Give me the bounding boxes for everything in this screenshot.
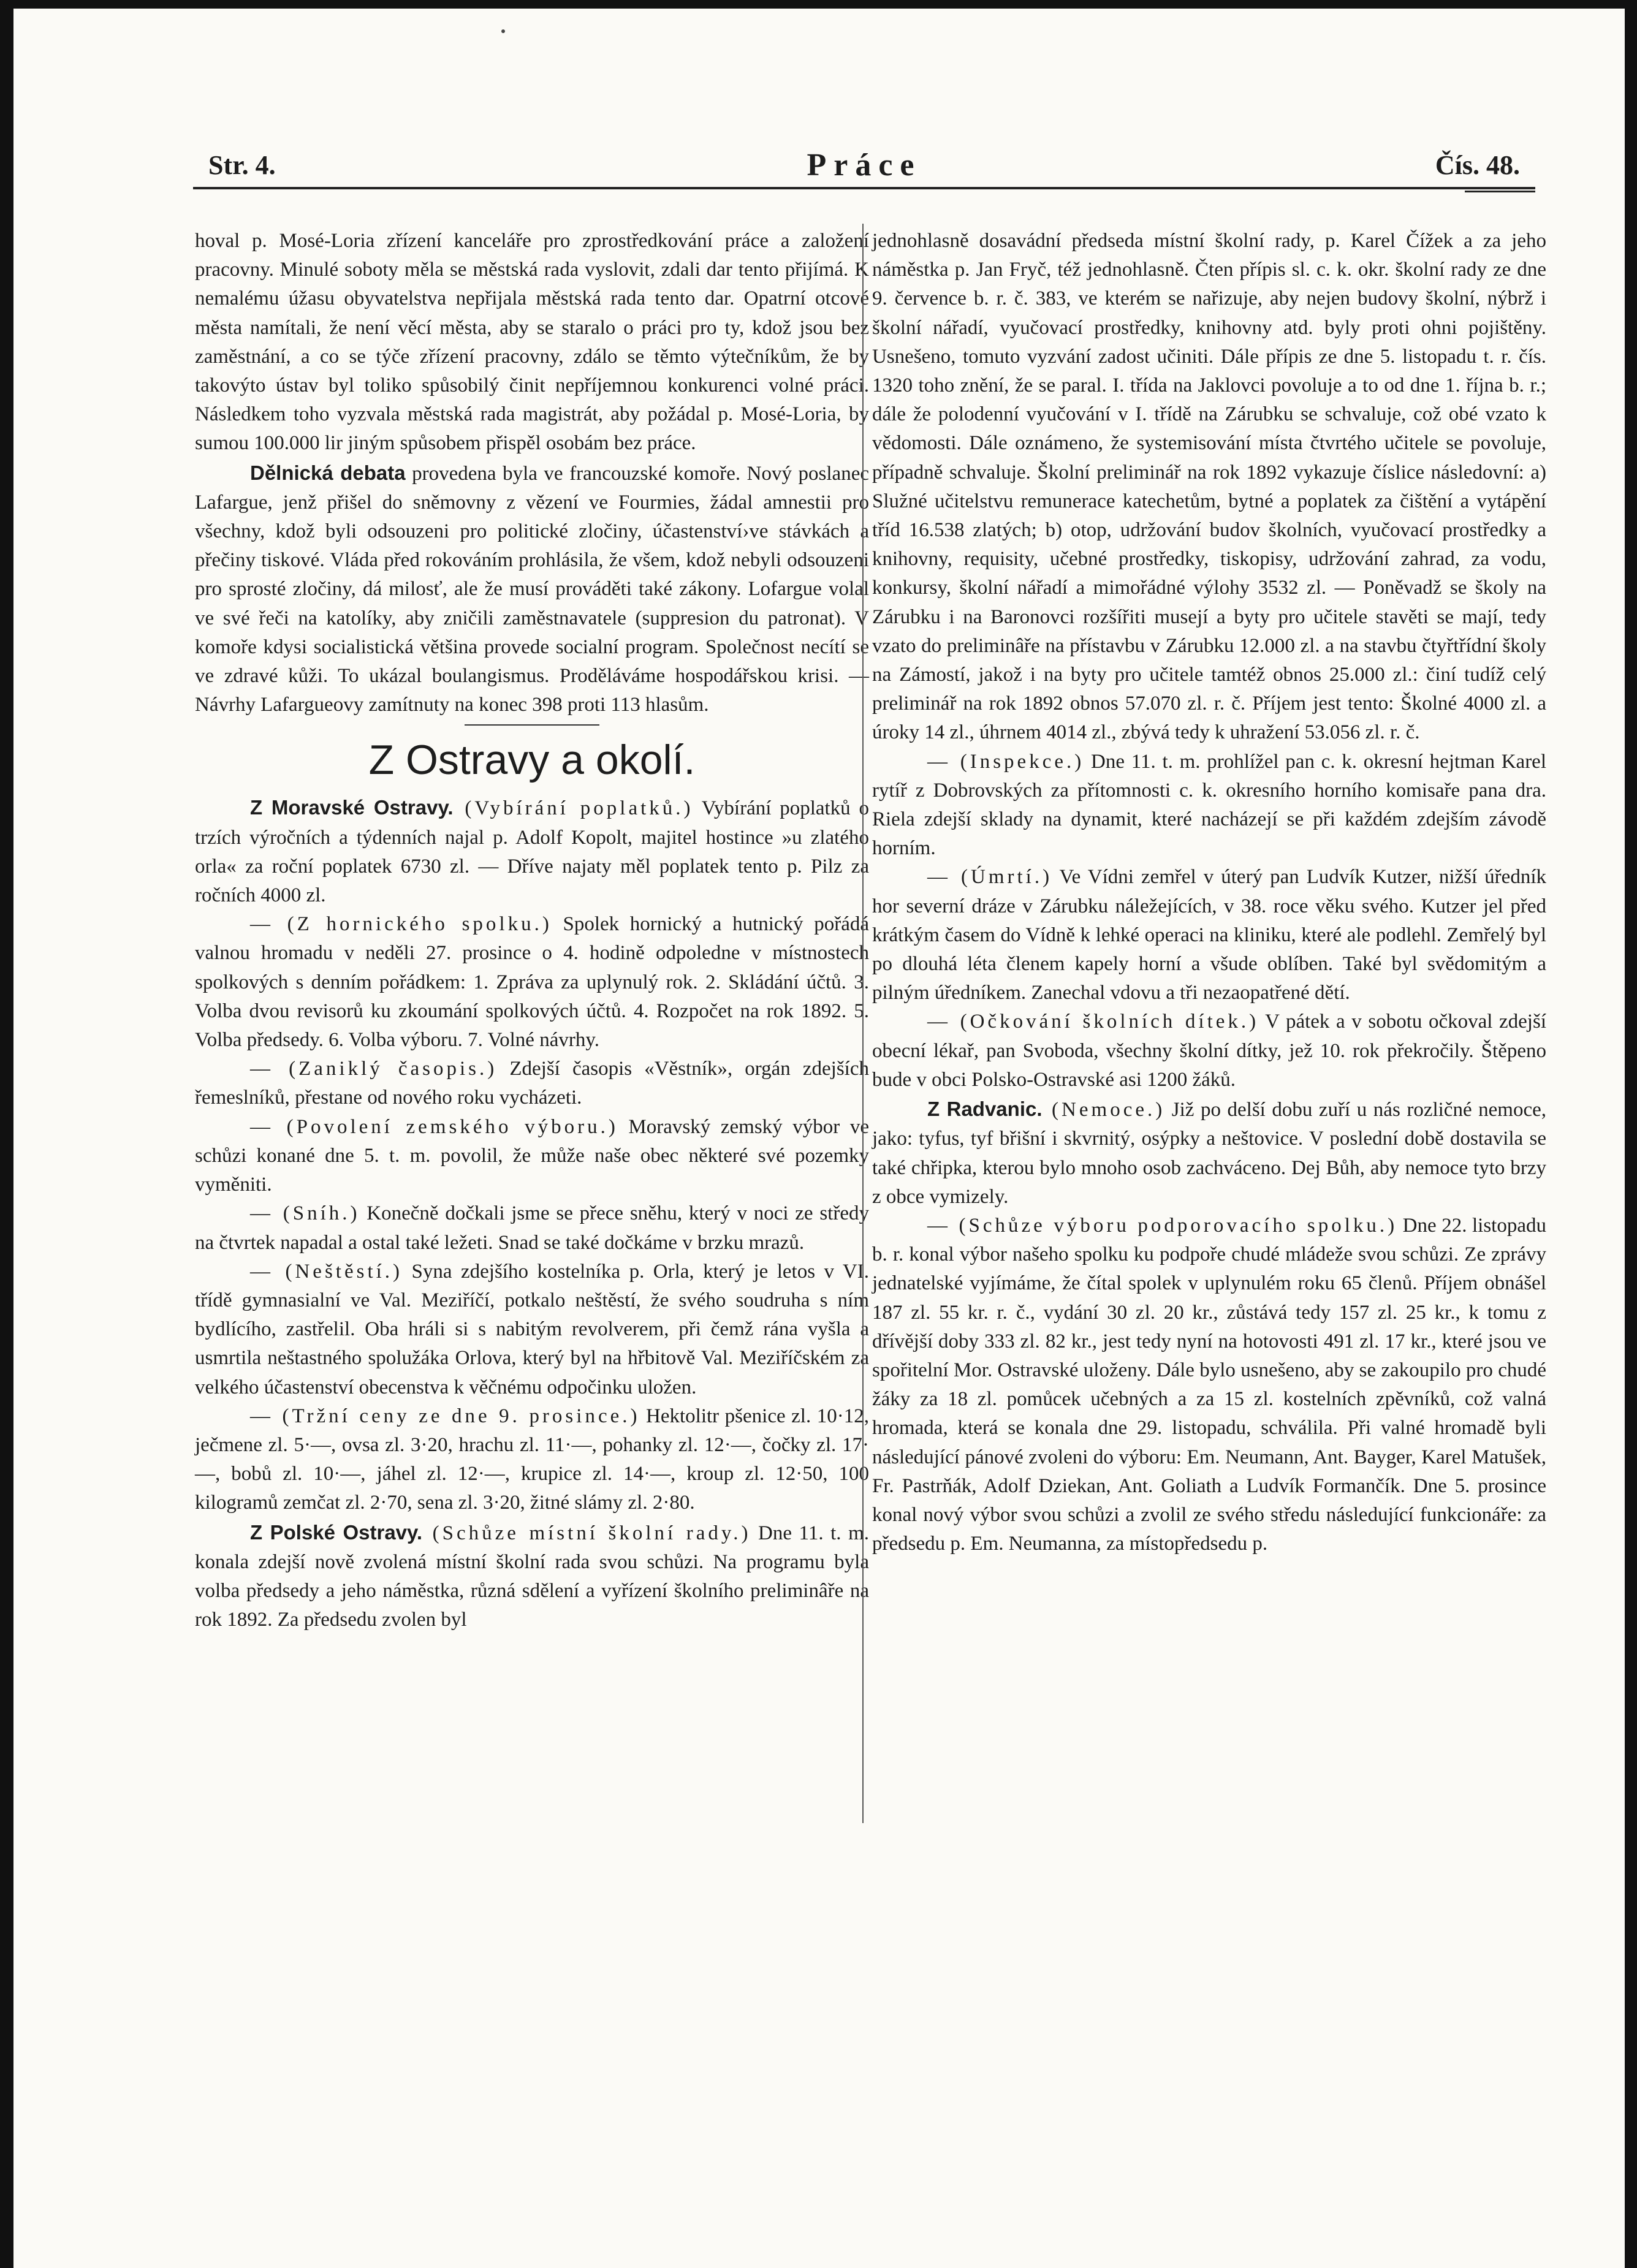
article-text: Moravský zemský výbor ve schůzi konané dne 5. t. m. povolil, že může naše obec některé své pozemky vyměniti.: [195, 1115, 870, 1196]
article-text: Zdejší časopis «Věstník», orgán zdejších řemeslníků, přestane od nového roku vycházeti.: [195, 1058, 869, 1109]
article-subheading: (Schůze místní školní rady.): [422, 1522, 751, 1544]
article-subheading: (Nemoce.): [1042, 1099, 1166, 1121]
article-paragraph: [872, 863, 1546, 1007]
article-subheading: (Vybírání poplatků.): [453, 797, 694, 820]
article-paragraph: [872, 1212, 1546, 1558]
page-number: Str. 4.: [208, 150, 276, 180]
newspaper-title: Práce: [807, 148, 922, 183]
article-paragraph: [195, 910, 869, 1055]
article-subheading: — (Z hornického spolku.): [250, 913, 552, 936]
article-paragraph: [195, 1257, 869, 1402]
column-divider: [862, 224, 864, 1823]
article-subheading: — (Sníh.): [250, 1202, 360, 1225]
section-separator-rule: [465, 724, 599, 726]
article-paragraph: [195, 793, 869, 910]
article-text: Syna zdejšího kostelníka p. Orla, který je letos v VI. třídě gymnasialní ve Val. Meziříčí, potkalo neštěstí, že svého soudruha s ním bydlícího, zastřelil. Oba hráli si s nabitým revolverem, při čemž rána vyšla a usmrtila neštastného spolužáka Orlova, který byl na hřbitově Val. Meziříčském za velkého účastenství obecenstva k věčnému odpočinku uložen.: [195, 1260, 870, 1398]
article-paragraph: [872, 1094, 1546, 1212]
article-paragraph: [195, 1402, 869, 1518]
article-subheading: — (Očkování školních dítek.): [927, 1011, 1259, 1033]
article-text: Dne 11. t. m. prohlížel pan c. k. okresní hejtman Karel rytíř z Dobrovských za přítomnosti c. k. okresního horního komisaře pana dra. Riela zdejší sklady na dynamit, které nacházejí se při každém zdejším závodě horním.: [872, 750, 1546, 860]
section-heading: Z Ostravy a okolí.: [368, 737, 696, 784]
print-speck: [501, 29, 505, 33]
article-subheading: — (Úmrtí.): [927, 866, 1053, 889]
article-text: Hektolitr pšenice zl. 10·12, ječmene zl. 5·—, ovsa zl. 3·20, hrachu zl. 11·—, pohanky zl. 12·—, čočky zl. 17·—, bobů zl. 10·—, jáhel zl. 12·—, krupice zl. 14·—, kroup zl. 12·50, 100 kilogramů zemčat zl. 2·70, sena zl. 3·20, žitné slámy zl. 2·80.: [195, 1405, 869, 1514]
article-text: Konečně dočkali jsme se přece sněhu, který v noci ze středy na čtvrtek napadal a ostal také ležeti. Snad se také dočkáme v brzku mrazů.: [195, 1202, 870, 1254]
article-subheading: — (Povolení zemského výboru.): [250, 1115, 618, 1138]
article-subheading: — (Neštěstí.): [250, 1260, 403, 1283]
article-lead: Z Radvanic.: [927, 1098, 1043, 1121]
header-rule: [193, 187, 1535, 189]
article-paragraph: [195, 458, 869, 720]
article-text: jednohlasně dosavádní předseda místní školní rady, p. Karel Čížek a za jeho náměstka p. Jan Fryč, též jednohlasně. Čten přípis sl. c. k. okr. školní rady ze dne 9. července b. r. č. 383, ve kterém se nařizuje, aby nejen budovy školní, nýbrž i školní nářadí, vyučovací prostředky, knihovny atd. byly proti ohni pojištěny. Usnešeno, tomuto vyzvání zadost učiniti. Dále přípis ze dne 5. listopadu t. r. čís. 1320 toho znění, že se paral. I. třída na Jaklovci povoluje a to od dne 1. října b. r.; dále že polodenní vyučování v I. třídě na Zárubku se schvaluje, což obé vzato k vědomosti. Dále oznámeno, že systemisování místa čtvrtého učitele se povoluje, případně schvaluje. Školní preliminář na rok 1892 vykazuje číslice následovní: a) Služné učitelstvu remunerace katechetům, bytné a poplatek za čištění a vytápění tříd 16.538 zlatých; b) otop, udržování budov školních, vyučovací prostředky a knihovny, requisity, učebné prostředky, tiskopisy, udržování zahrad, za vodu, konkursy, školní nářadí a mimořádné výlohy 3532 zl. — Poněvadž se školy na Zárubku i na Baronovci rozšířiti musejí a byty pro učitele stavěti se mají, tedy vzato do preliminâře na přístavbu v Zárubku 12.000 zl. a na stavbu čtyřtřídní školy na Zámostí, jakož i na byty pro učitele tamtéž obnos 25.000 zl.: činí tudíž celý preliminář na rok 1892 obnos 57.070 zl. r. č. Příjem jest tento: Školné 4000 zl. a úroky 14 zl., úhrnem 4014 zl., zbývá tedy k uhražení 53.056 zl. r. č.: [872, 230, 1546, 744]
article-subheading: — (Tržní ceny ze dne 9. prosince.): [250, 1405, 640, 1427]
article-text: hoval p. Mosé-Loria zřízení kanceláře pro zprostředkování práce a založení pracovny. Minulé soboty měla se městská rada vyslovit, zdali dar tento přijímá. K nemalému úžasu obyvatelstva nepřijala městská rada tento dar. Opatrní otcové města namítali, že není věcí města, aby se staralo o práci pro ty, kdož jsou bez zaměstnání, a co se týče zřízení pracovny, zdálo se těmto výtečníkům, že by takovýto ústav byl toliko spůsobilý činit nepříjemnou konkurenci volné práci. Následkem toho vyzvala městská rada magistrát, aby požádal p. Mosé-Loria, by sumou 100.000 lir jiným spůsobem přispěl osobám bez práce.: [195, 230, 869, 455]
article-paragraph: [195, 1518, 869, 1635]
article-text: Dne 11. t. m. konala zdejší nově zvolená místní školní rada svou schůzi. Na programu byla volba předsedy a jeho náměstka, různá sdělení a vyřízení školního preliminâře na rok 1892. Za předsedu zvolen byl: [195, 1522, 869, 1631]
article-text: Již po delší dobu zuří u nás rozličné nemoce, jako: tyfus, tyf břišní i skvrnitý, osýpky a neštovice. V poslední době dostavila se také chřipka, kterou bylo mnoho osob zachváceno. Dej Bůh, aby nemoce tyto brzy z obce vymizely.: [872, 1099, 1546, 1208]
page-header: [196, 147, 1532, 184]
article-paragraph: [872, 748, 1546, 863]
article-text: Ve Vídni zemřel v úterý pan Ludvík Kutzer, nižší úředník hor severní dráze v Zárubku náležejících, v 38. roce věku svého. Kutzer jel před krátkým časem do Vídně k lehké operaci na kliniku, které ale podlehl. Zemřelý byl po dlouhá léta členem kapely horní a všude oblíben. Také byl svědomitým a pilným úředníkem. Zanechal vdovu a tři nezaopatřené dětí.: [872, 866, 1546, 1004]
article-paragraph: [195, 1113, 869, 1200]
article-lead: Dělnická debata: [250, 461, 406, 484]
left-column: [195, 227, 869, 1634]
article-text: provedena byla ve francouzské komoře. Nový poslanec Lafargue, jenž přišel do sněmovny z vězení ve Fourmies, žádal amnestii pro všechny, kdož byli odsouzeni pro politické zločiny, účastenství›ve stávkách a přečiny tiskové. Vláda před rokováním prohlásila, že všem, kdož nebyli odsouzeni pro sprosté zločiny, dá milosť, ale že musí prováděti také zákony. Lofargue volal ve své řeči na katolíky, aby zničili zaměstnavatele (suppresion du patronat). V komoře kdysi socialistická většina provede socialní program. Společnost necítí se ve zdravé kůži. To ukázal boulangismus. Proděláváme hospodářskou krisi. — Návrhy Lafargueovy zamítnuty na konec 398 proti 113 hlasům.: [195, 462, 869, 716]
issue-number: Čís. 48.: [1435, 150, 1520, 180]
article-subheading: — (Inspekce.): [927, 750, 1085, 773]
header-rule-double: [1465, 191, 1535, 192]
article-text: V pátek a v sobotu očkoval zdejší obecní lékař, pan Svoboda, všechny školní dítky, jež 10. rok překročily. Štěpeno bude v obci Polsko-Ostravské asi 1200 žáků.: [872, 1011, 1546, 1091]
article-subheading: — (Schůze výboru podporovacího spolku.): [927, 1214, 1398, 1237]
article-paragraph: [872, 227, 1546, 748]
article-paragraph: [195, 1199, 869, 1257]
right-column: [872, 227, 1546, 1558]
article-text: Vybírání poplatků o trzích výročních a týdenních najal p. Adolf Kopolt, majitel hostince »u zlatého orla« za roční poplatek 6730 zl. — Dříve najaty měl poplatek tento p. Pilz za ročních 4000 zl.: [195, 797, 869, 907]
article-paragraph: [872, 1007, 1546, 1094]
article-paragraph: [195, 1055, 869, 1112]
article-subheading: — (Zaniklý časopis.): [250, 1058, 498, 1080]
article-lead: Z Polské Ostravy.: [250, 1520, 423, 1544]
article-text: Dne 22. listopadu b. r. konal výbor našeho spolku ku podpoře chudé mládeže svou schůzi. Ze zprávy jednatelské vyjímáme, že čítal spolek v uplynulém roku 65 členů. Příjem obnášel 187 zl. 55 kr. r. č., vydání 30 zl. 20 kr., zůstává tedy 157 zl. 25 kr., k tomu z dřívější doby 333 zl. 82 kr., jest tedy nyní na hotovosti 491 zl. 17 kr., které jsou ve spořitelní Mor. Ostravské uloženy. Dále bylo usnešeno, aby se zakoupilo pro chudé žáky za 18 zl. pomůcek učebných a za 15 zl. kostelních zpěvníků, což valná hromada, která se konala dne 29. listopadu, schválila. Při valné hromadě byli následující pánové zvoleni do výboru: Em. Neumann, Ant. Bayger, Karel Matušek, Fr. Pastrňák, Adolf Dziekan, Ant. Goliath a Ludvík Formančík. Dne 5. prosince konal nový výbor svou schůzi a zvolil ze svého středu následující funkcionáře: za předsedu p. Em. Neumanna, za místopředsedu p.: [872, 1214, 1546, 1555]
article-lead: Z Moravské Ostravy.: [250, 796, 454, 819]
article-text: Spolek hornický a hutnický pořádá valnou hromadu v neděli 27. prosince o 4. hodině odpoledne v místnostech spolkových s denním pořádkem: 1. Zpráva za uplynulý rok. 2. Skládání účtů. 3. Volba dvou revisorů ku zkoumání spolkových účtů. 4. Rozpočet na rok 1892. 5. Volba předsedy. 6. Volba výboru. 7. Volné návrhy.: [195, 913, 869, 1052]
article-paragraph: [195, 227, 869, 458]
